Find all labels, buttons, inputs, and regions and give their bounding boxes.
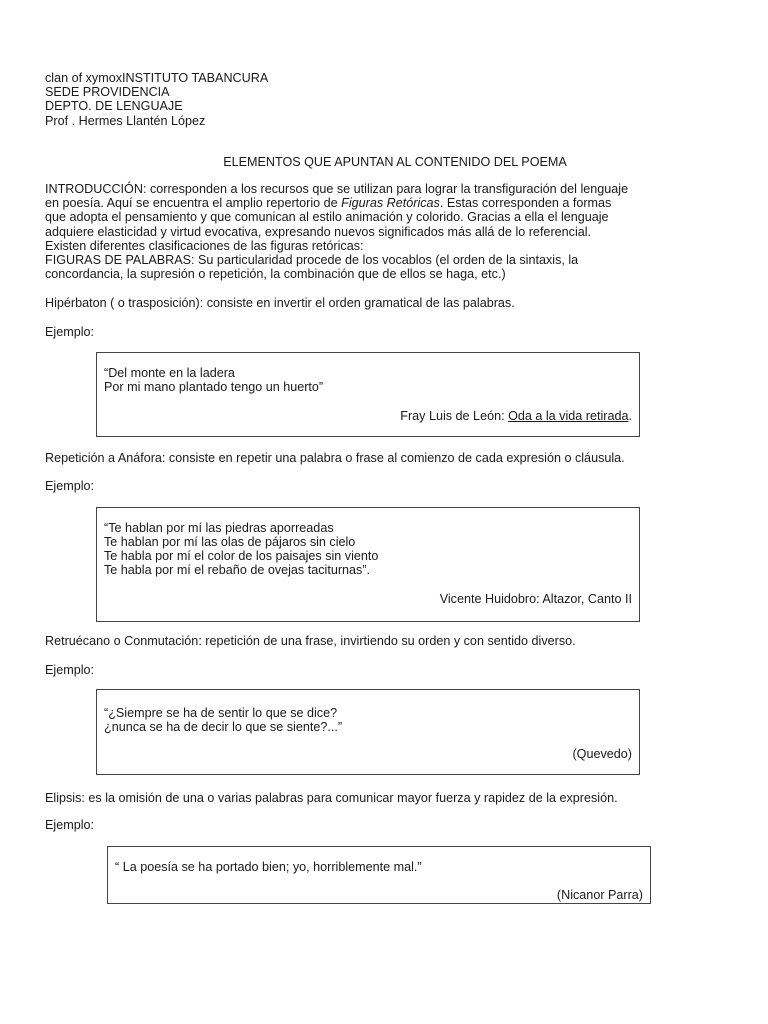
quote-line: Te hablan por mí las olas de pájaros sin cielo: [104, 535, 356, 549]
intro-line: FIGURAS DE PALABRAS: Su particularidad procede de los vocablos (el orden de la sintaxis, la: [45, 253, 579, 268]
quote-author: (Quevedo): [572, 747, 632, 761]
intro-text: . Estas corresponden a formas: [439, 196, 612, 211]
author-punctuation: .: [628, 409, 632, 423]
quote-line: ¿nunca se ha de decir lo que se siente?...”: [104, 720, 343, 734]
anafora-definition: Repetición a Anáfora: consiste en repetir una palabra o frase al comienzo de cada expresión o cláusula.: [45, 451, 625, 465]
header-professor: Prof . Hermes Llantén López: [45, 113, 206, 128]
hiperbaton-example-label: Ejemplo:: [45, 325, 94, 339]
author-work-title: Oda a la vida retirada: [508, 409, 629, 423]
quote-line: Te habla por mí el rebaño de ovejas taciturnas”.: [104, 563, 371, 577]
hiperbaton-definition: Hipérbaton ( o trasposición): consiste en invertir el orden gramatical de las palabras.: [45, 296, 515, 310]
quote-line: Por mi mano plantado tengo un huerto”: [104, 380, 324, 394]
header-department: DEPTO. DE LENGUAJE: [45, 99, 183, 114]
hiperbaton-example-box: [96, 352, 640, 437]
quote-author: (Nicanor Parra): [556, 888, 643, 902]
document-header: [45, 71, 268, 128]
author-name: Fray Luis de León:: [400, 409, 509, 423]
intro-line: concordancia, la supresión o repetición, la combinación que de ellos se haga, etc.): [45, 267, 506, 282]
figuras-retoricas-term: Figuras Retóricas: [341, 196, 440, 211]
elipsis-example-box: [107, 846, 651, 904]
quote-line: “ La poesía se ha portado bien; yo, horriblemente mal.”: [115, 860, 422, 874]
quote-line: Te habla por mí el color de los paisajes sin viento: [104, 549, 379, 563]
intro-line: adquiere elasticidad y virtud evocativa, expresando nuevos significados más allá de lo referencial.: [45, 224, 592, 239]
intro-line: que adopta el pensamiento y que comunican al estilo animación y colorido. Gracias a ella el lenguaje: [45, 210, 609, 225]
retruecano-example-box: [96, 689, 640, 775]
quote-author: [400, 409, 632, 423]
quote-line: “Del monte en la ladera: [104, 366, 235, 380]
introduction-paragraph: [45, 182, 628, 281]
retruecano-definition: Retruécano o Conmutación: repetición de una frase, invirtiendo su orden y con sentido diverso.: [45, 634, 576, 648]
anafora-example-box: [96, 507, 640, 622]
retruecano-example-label: Ejemplo:: [45, 663, 94, 677]
intro-line: Existen diferentes clasificaciones de las figuras retóricas:: [45, 238, 364, 253]
header-campus: SEDE PROVIDENCIA: [45, 85, 170, 100]
quote-line: “¿Siempre se ha de sentir lo que se dice?: [104, 706, 338, 720]
elipsis-definition: Elipsis: es la omisión de una o varias palabras para comunicar mayor fuerza y rapidez de la expresión.: [45, 791, 618, 805]
header-school: clan of xymoxINSTITUTO TABANCURA: [45, 71, 269, 85]
quote-line: “Te hablan por mí las piedras aporreadas: [104, 521, 334, 535]
anafora-example-label: Ejemplo:: [45, 479, 94, 493]
elipsis-example-label: Ejemplo:: [45, 818, 94, 832]
intro-line: [45, 196, 628, 210]
document-title: ELEMENTOS QUE APUNTAN AL CONTENIDO DEL POEMA: [223, 155, 567, 169]
intro-text: en poesía. Aquí se encuentra el amplio repertorio de: [45, 196, 342, 211]
quote-author: Vicente Huidobro: Altazor, Canto II: [439, 592, 632, 606]
intro-line: INTRODUCCIÓN: corresponden a los recursos que se utilizan para lograr la transfiguración del lenguaje: [45, 182, 629, 196]
